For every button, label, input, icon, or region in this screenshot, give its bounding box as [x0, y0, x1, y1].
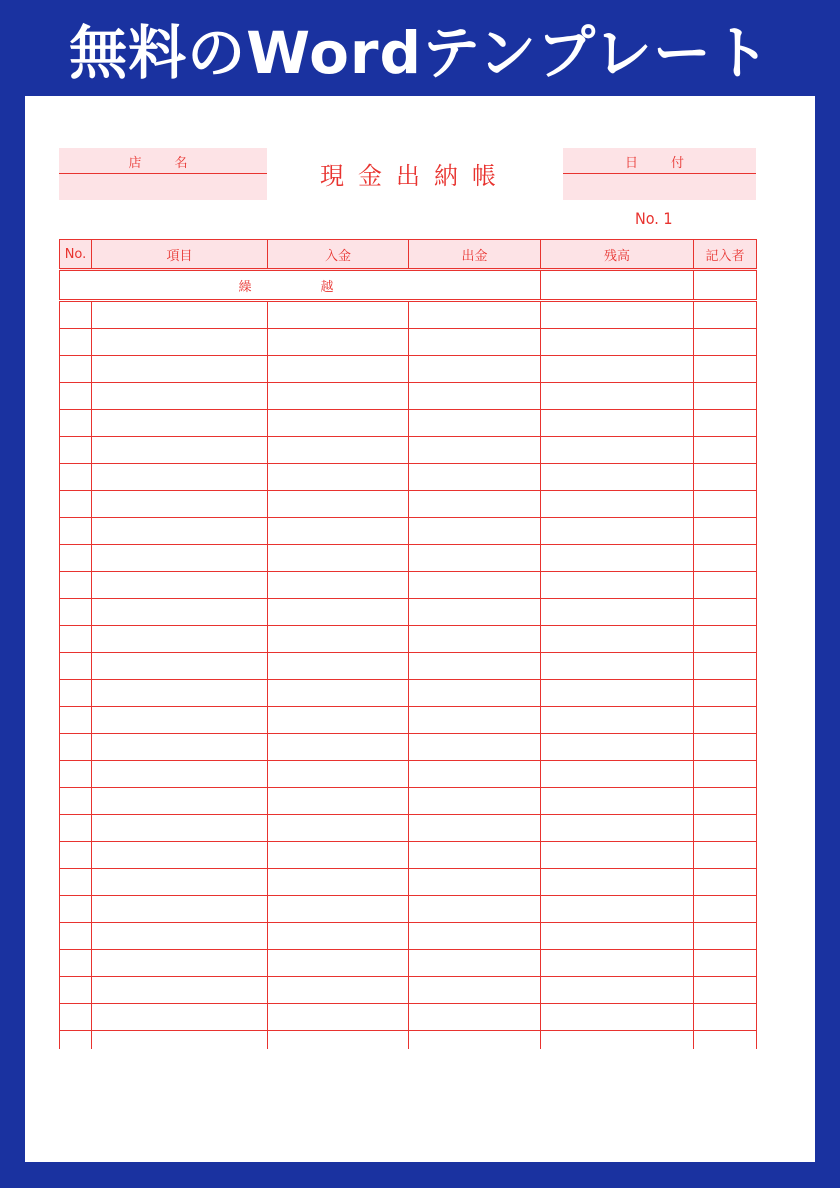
cell-withdrawal[interactable] — [409, 410, 541, 437]
table-row — [60, 653, 757, 680]
cell-deposit[interactable] — [268, 950, 409, 977]
cell-balance[interactable] — [541, 923, 694, 950]
cell-deposit[interactable] — [268, 572, 409, 599]
cell-withdrawal[interactable] — [409, 301, 541, 329]
table-header-row — [60, 240, 757, 270]
cell-balance[interactable] — [541, 869, 694, 896]
cell-no[interactable] — [60, 680, 92, 707]
cell-no[interactable] — [60, 869, 92, 896]
cell-recorder[interactable] — [694, 707, 757, 734]
cell-balance[interactable] — [541, 626, 694, 653]
cell-withdrawal[interactable] — [409, 545, 541, 572]
cell-recorder[interactable] — [694, 626, 757, 653]
table-row — [60, 491, 757, 518]
cell-balance[interactable] — [541, 518, 694, 545]
cell-item[interactable] — [92, 923, 268, 950]
cell-withdrawal[interactable] — [409, 464, 541, 491]
date-box — [563, 148, 756, 200]
cell-deposit[interactable] — [268, 734, 409, 761]
header-no: No. — [60, 240, 92, 270]
cell-item[interactable] — [92, 464, 268, 491]
cell-withdrawal[interactable] — [409, 869, 541, 896]
cell-no[interactable] — [60, 410, 92, 437]
header-recorder: 記入者 — [694, 240, 757, 270]
cell-balance[interactable] — [541, 599, 694, 626]
cell-withdrawal[interactable] — [409, 923, 541, 950]
cell-deposit[interactable] — [268, 707, 409, 734]
cell-deposit[interactable] — [268, 788, 409, 815]
cell-item[interactable] — [92, 950, 268, 977]
cell-item[interactable] — [92, 815, 268, 842]
cell-deposit[interactable] — [268, 329, 409, 356]
table-row — [60, 356, 757, 383]
cell-recorder[interactable] — [694, 329, 757, 356]
table-row — [60, 680, 757, 707]
cell-no[interactable] — [60, 761, 92, 788]
cell-item[interactable] — [92, 707, 268, 734]
cell-balance[interactable] — [541, 572, 694, 599]
cell-no[interactable] — [60, 518, 92, 545]
cell-withdrawal[interactable] — [409, 842, 541, 869]
cell-no[interactable] — [60, 707, 92, 734]
cell-no[interactable] — [60, 923, 92, 950]
cell-balance[interactable] — [541, 653, 694, 680]
table-row — [60, 842, 757, 869]
cell-no[interactable] — [60, 788, 92, 815]
cell-recorder[interactable] — [694, 734, 757, 761]
cell-withdrawal[interactable] — [409, 653, 541, 680]
cell-item[interactable] — [92, 896, 268, 923]
page-number: No. 1 — [635, 209, 673, 228]
table-row — [60, 437, 757, 464]
cell-recorder[interactable] — [694, 815, 757, 842]
cell-recorder[interactable] — [694, 653, 757, 680]
cell-withdrawal[interactable] — [409, 896, 541, 923]
cell-no[interactable] — [60, 626, 92, 653]
cell-item[interactable] — [92, 572, 268, 599]
cell-no[interactable] — [60, 977, 92, 1004]
cell-recorder[interactable] — [694, 896, 757, 923]
cell-no[interactable] — [60, 950, 92, 977]
cell-deposit[interactable] — [268, 1004, 409, 1031]
cell-withdrawal[interactable] — [409, 815, 541, 842]
shop-name-label: 店 名 — [128, 156, 198, 171]
cell-recorder[interactable] — [694, 410, 757, 437]
cell-deposit[interactable] — [268, 977, 409, 1004]
carry-over-recorder-cell[interactable] — [694, 270, 757, 301]
cell-deposit[interactable] — [268, 437, 409, 464]
cell-deposit[interactable] — [268, 842, 409, 869]
cell-item[interactable] — [92, 653, 268, 680]
cell-balance[interactable] — [541, 1031, 694, 1050]
cell-item[interactable] — [92, 410, 268, 437]
table-row — [60, 599, 757, 626]
cell-item[interactable] — [92, 977, 268, 1004]
cell-withdrawal[interactable] — [409, 329, 541, 356]
cell-no[interactable] — [60, 383, 92, 410]
cell-withdrawal[interactable] — [409, 437, 541, 464]
cell-deposit[interactable] — [268, 761, 409, 788]
cell-recorder[interactable] — [694, 1004, 757, 1031]
cell-recorder[interactable] — [694, 869, 757, 896]
cell-deposit[interactable] — [268, 356, 409, 383]
cell-withdrawal[interactable] — [409, 707, 541, 734]
cell-recorder[interactable] — [694, 301, 757, 329]
cell-deposit[interactable] — [268, 680, 409, 707]
cell-no[interactable] — [60, 1004, 92, 1031]
cell-balance[interactable] — [541, 437, 694, 464]
shop-name-box — [59, 148, 267, 200]
cell-deposit[interactable] — [268, 599, 409, 626]
cell-recorder[interactable] — [694, 761, 757, 788]
cell-recorder[interactable] — [694, 572, 757, 599]
cell-recorder[interactable] — [694, 680, 757, 707]
cell-recorder[interactable] — [694, 437, 757, 464]
cell-withdrawal[interactable] — [409, 734, 541, 761]
cell-no[interactable] — [60, 815, 92, 842]
table-row — [60, 869, 757, 896]
cell-item[interactable] — [92, 626, 268, 653]
cell-no[interactable] — [60, 842, 92, 869]
cell-item[interactable] — [92, 301, 268, 329]
cell-withdrawal[interactable] — [409, 518, 541, 545]
cell-withdrawal[interactable] — [409, 1031, 541, 1050]
cell-no[interactable] — [60, 464, 92, 491]
cell-balance[interactable] — [541, 410, 694, 437]
cell-balance[interactable] — [541, 815, 694, 842]
cell-withdrawal[interactable] — [409, 572, 541, 599]
cell-recorder[interactable] — [694, 788, 757, 815]
cell-balance[interactable] — [541, 761, 694, 788]
cell-withdrawal[interactable] — [409, 626, 541, 653]
cell-recorder[interactable] — [694, 491, 757, 518]
cell-deposit[interactable] — [268, 815, 409, 842]
table-row — [60, 301, 757, 329]
cell-balance[interactable] — [541, 977, 694, 1004]
carry-over-label: 繰 越 — [60, 270, 541, 301]
cell-deposit[interactable] — [268, 301, 409, 329]
cell-withdrawal[interactable] — [409, 599, 541, 626]
cell-no[interactable] — [60, 545, 92, 572]
cell-item[interactable] — [92, 761, 268, 788]
table-row — [60, 734, 757, 761]
table-row — [60, 761, 757, 788]
table-row — [60, 545, 757, 572]
cell-no[interactable] — [60, 1031, 92, 1050]
table-row — [60, 923, 757, 950]
cell-deposit[interactable] — [268, 410, 409, 437]
cell-withdrawal[interactable] — [409, 383, 541, 410]
cell-item[interactable] — [92, 842, 268, 869]
cell-balance[interactable] — [541, 788, 694, 815]
cell-no[interactable] — [60, 329, 92, 356]
table-row — [60, 815, 757, 842]
cell-item[interactable] — [92, 437, 268, 464]
table-row — [60, 896, 757, 923]
cell-withdrawal[interactable] — [409, 977, 541, 1004]
cell-no[interactable] — [60, 437, 92, 464]
document-title: 現金出納帳 — [320, 162, 510, 190]
cell-item[interactable] — [92, 383, 268, 410]
cell-deposit[interactable] — [268, 869, 409, 896]
template-page — [25, 96, 815, 1162]
cell-no[interactable] — [60, 356, 92, 383]
cell-withdrawal[interactable] — [409, 1004, 541, 1031]
cell-item[interactable] — [92, 518, 268, 545]
cell-item[interactable] — [92, 869, 268, 896]
cell-balance[interactable] — [541, 545, 694, 572]
cell-deposit[interactable] — [268, 545, 409, 572]
cell-recorder[interactable] — [694, 842, 757, 869]
cell-item[interactable] — [92, 1031, 268, 1050]
cell-item[interactable] — [92, 599, 268, 626]
cell-no[interactable] — [60, 653, 92, 680]
cell-deposit[interactable] — [268, 518, 409, 545]
table-row — [60, 410, 757, 437]
cell-item[interactable] — [92, 680, 268, 707]
cell-no[interactable] — [60, 734, 92, 761]
cell-recorder[interactable] — [694, 599, 757, 626]
cell-deposit[interactable] — [268, 1031, 409, 1050]
table-row — [60, 518, 757, 545]
header-item: 項目 — [92, 240, 268, 270]
banner-title: 無料のWordテンプレート — [69, 19, 771, 87]
cell-item[interactable] — [92, 329, 268, 356]
table-row — [60, 626, 757, 653]
table-row — [60, 329, 757, 356]
cell-item[interactable] — [92, 1004, 268, 1031]
cell-recorder[interactable] — [694, 356, 757, 383]
cell-withdrawal[interactable] — [409, 950, 541, 977]
cell-no[interactable] — [60, 599, 92, 626]
cell-item[interactable] — [92, 788, 268, 815]
cell-no[interactable] — [60, 896, 92, 923]
cell-item[interactable] — [92, 545, 268, 572]
cell-balance[interactable] — [541, 383, 694, 410]
cell-deposit[interactable] — [268, 383, 409, 410]
cell-balance[interactable] — [541, 680, 694, 707]
cell-no[interactable] — [60, 301, 92, 329]
table-row — [60, 1031, 757, 1050]
cell-balance[interactable] — [541, 464, 694, 491]
cell-deposit[interactable] — [268, 653, 409, 680]
cell-balance[interactable] — [541, 491, 694, 518]
cell-recorder[interactable] — [694, 1031, 757, 1050]
cell-deposit[interactable] — [268, 464, 409, 491]
cash-ledger-table — [59, 239, 757, 1049]
cell-no[interactable] — [60, 491, 92, 518]
cell-item[interactable] — [92, 734, 268, 761]
cell-withdrawal[interactable] — [409, 356, 541, 383]
cell-withdrawal[interactable] — [409, 491, 541, 518]
cell-recorder[interactable] — [694, 518, 757, 545]
table-row — [60, 464, 757, 491]
ledger-rows — [60, 301, 757, 1050]
cell-item[interactable] — [92, 491, 268, 518]
cell-deposit[interactable] — [268, 923, 409, 950]
cell-recorder[interactable] — [694, 950, 757, 977]
cell-balance[interactable] — [541, 707, 694, 734]
cell-withdrawal[interactable] — [409, 761, 541, 788]
table-row — [60, 572, 757, 599]
cell-recorder[interactable] — [694, 464, 757, 491]
cell-balance[interactable] — [541, 950, 694, 977]
table-row — [60, 383, 757, 410]
carry-over-row — [60, 270, 757, 301]
cell-item[interactable] — [92, 356, 268, 383]
cell-balance[interactable] — [541, 1004, 694, 1031]
cell-recorder[interactable] — [694, 923, 757, 950]
cell-withdrawal[interactable] — [409, 680, 541, 707]
cell-recorder[interactable] — [694, 383, 757, 410]
table-row — [60, 950, 757, 977]
cell-recorder[interactable] — [694, 977, 757, 1004]
table-row — [60, 1004, 757, 1031]
cell-withdrawal[interactable] — [409, 788, 541, 815]
cell-deposit[interactable] — [268, 491, 409, 518]
cell-balance[interactable] — [541, 301, 694, 329]
date-label: 日 付 — [624, 156, 694, 171]
cell-balance[interactable] — [541, 734, 694, 761]
cell-deposit[interactable] — [268, 626, 409, 653]
cell-balance[interactable] — [541, 356, 694, 383]
carry-over-balance-cell[interactable] — [541, 270, 694, 301]
table-row — [60, 977, 757, 1004]
header-deposit: 入金 — [268, 240, 409, 270]
table-row — [60, 788, 757, 815]
header-balance: 残高 — [541, 240, 694, 270]
shop-name-underline — [59, 173, 267, 174]
cell-balance[interactable] — [541, 329, 694, 356]
cell-deposit[interactable] — [268, 896, 409, 923]
cell-balance[interactable] — [541, 896, 694, 923]
table-row — [60, 707, 757, 734]
date-underline — [563, 173, 756, 174]
cell-balance[interactable] — [541, 842, 694, 869]
header-withdrawal: 出金 — [409, 240, 541, 270]
cell-no[interactable] — [60, 572, 92, 599]
cell-recorder[interactable] — [694, 545, 757, 572]
